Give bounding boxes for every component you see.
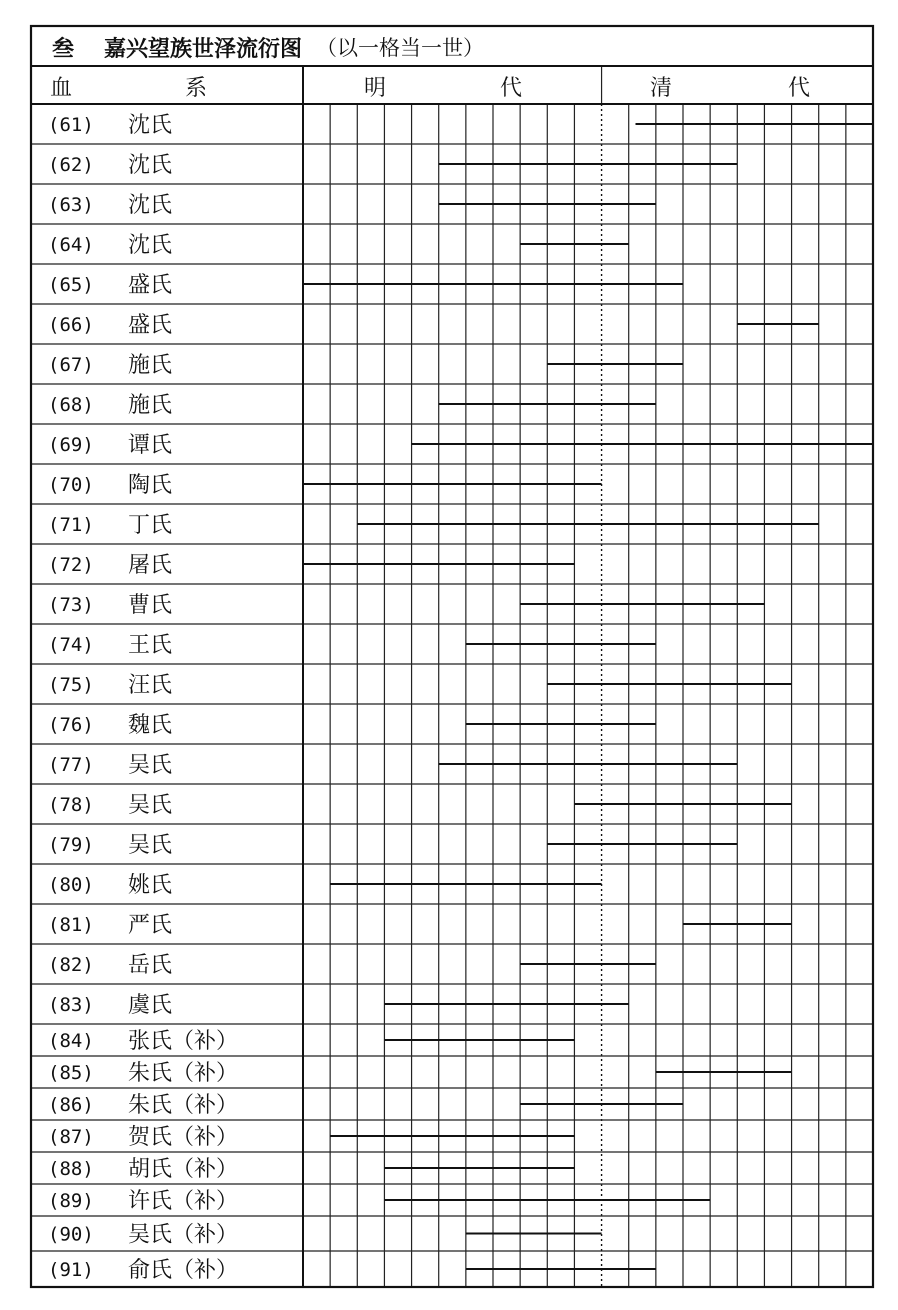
- row-number: (75): [48, 674, 94, 696]
- row-number: (62): [48, 154, 94, 176]
- row-number: (63): [48, 194, 94, 216]
- row-clan-name: 严氏: [128, 913, 173, 938]
- row-number: (66): [48, 314, 94, 336]
- row-clan-name: 汪氏: [128, 673, 173, 698]
- row-number: (74): [48, 634, 94, 656]
- row-number: (76): [48, 714, 94, 736]
- header-lineage-char-1: 血: [50, 76, 73, 101]
- row-clan-name: 吴氏: [128, 753, 173, 778]
- row-clan-name: 朱氏（补）: [128, 1093, 239, 1118]
- row-number: (61): [48, 114, 94, 136]
- row-number: (84): [48, 1030, 94, 1052]
- row-clan-name: 盛氏: [128, 273, 173, 298]
- row-clan-name: 虞氏: [128, 993, 173, 1018]
- row-number: (79): [48, 834, 94, 856]
- row-clan-name: 胡氏（补）: [128, 1157, 239, 1182]
- row-number: (85): [48, 1062, 94, 1084]
- row-clan-name: 沈氏: [128, 233, 173, 258]
- page-title: 嘉兴望族世泽流衍图: [104, 37, 303, 62]
- row-clan-name: 贺氏（补）: [128, 1125, 239, 1150]
- row-clan-name: 盛氏: [128, 313, 173, 338]
- header-ming-char-2: 代: [500, 76, 523, 101]
- row-clan-name: 曹氏: [128, 593, 173, 618]
- row-clan-name: 陶氏: [128, 473, 173, 498]
- lineage-bars: [303, 124, 873, 1269]
- row-number: (88): [48, 1158, 94, 1180]
- row-number: (64): [48, 234, 94, 256]
- row-number: (65): [48, 274, 94, 296]
- row-clan-name: 丁氏: [128, 513, 173, 538]
- row-clan-name: 沈氏: [128, 113, 173, 138]
- row-clan-name: 吴氏: [128, 833, 173, 858]
- row-number: (77): [48, 754, 94, 776]
- row-number: (72): [48, 554, 94, 576]
- lineage-rows: [48, 113, 238, 1283]
- row-number: (69): [48, 434, 94, 456]
- title-note: （以一格当一世）: [316, 36, 484, 60]
- header-qing-char-2: 代: [788, 76, 811, 101]
- row-clan-name: 朱氏（补）: [128, 1061, 239, 1086]
- row-number: (70): [48, 474, 94, 496]
- row-clan-name: 许氏（补）: [128, 1189, 239, 1214]
- row-number: (89): [48, 1190, 94, 1212]
- header-lineage-char-2: 系: [185, 76, 208, 101]
- row-number: (87): [48, 1126, 94, 1148]
- row-clan-name: 谭氏: [128, 433, 173, 458]
- row-number: (91): [48, 1259, 94, 1281]
- header-ming-char-1: 明: [364, 76, 387, 101]
- row-number: (81): [48, 914, 94, 936]
- row-clan-name: 张氏（补）: [128, 1029, 239, 1054]
- section-marker: 叁: [52, 37, 75, 62]
- row-clan-name: 王氏: [128, 633, 173, 658]
- row-clan-name: 魏氏: [128, 713, 173, 738]
- row-clan-name: 沈氏: [128, 153, 173, 178]
- header-qing-char-1: 清: [650, 76, 673, 101]
- row-clan-name: 屠氏: [128, 553, 173, 578]
- row-number: (83): [48, 994, 94, 1016]
- row-clan-name: 施氏: [128, 353, 173, 378]
- row-number: (71): [48, 514, 94, 536]
- row-clan-name: 俞氏（补）: [128, 1258, 239, 1283]
- row-number: (82): [48, 954, 94, 976]
- row-clan-name: 吴氏: [128, 793, 173, 818]
- row-number: (68): [48, 394, 94, 416]
- row-number: (80): [48, 874, 94, 896]
- row-number: (90): [48, 1223, 94, 1246]
- row-clan-name: 岳氏: [128, 953, 173, 978]
- row-number: (86): [48, 1094, 94, 1116]
- row-number: (78): [48, 794, 94, 816]
- row-clan-name: 施氏: [128, 393, 173, 418]
- row-clan-name: 吴氏（补）: [128, 1222, 239, 1248]
- row-number: (73): [48, 594, 94, 616]
- row-number: (67): [48, 354, 94, 376]
- row-clan-name: 沈氏: [128, 193, 173, 218]
- row-clan-name: 姚氏: [128, 873, 173, 898]
